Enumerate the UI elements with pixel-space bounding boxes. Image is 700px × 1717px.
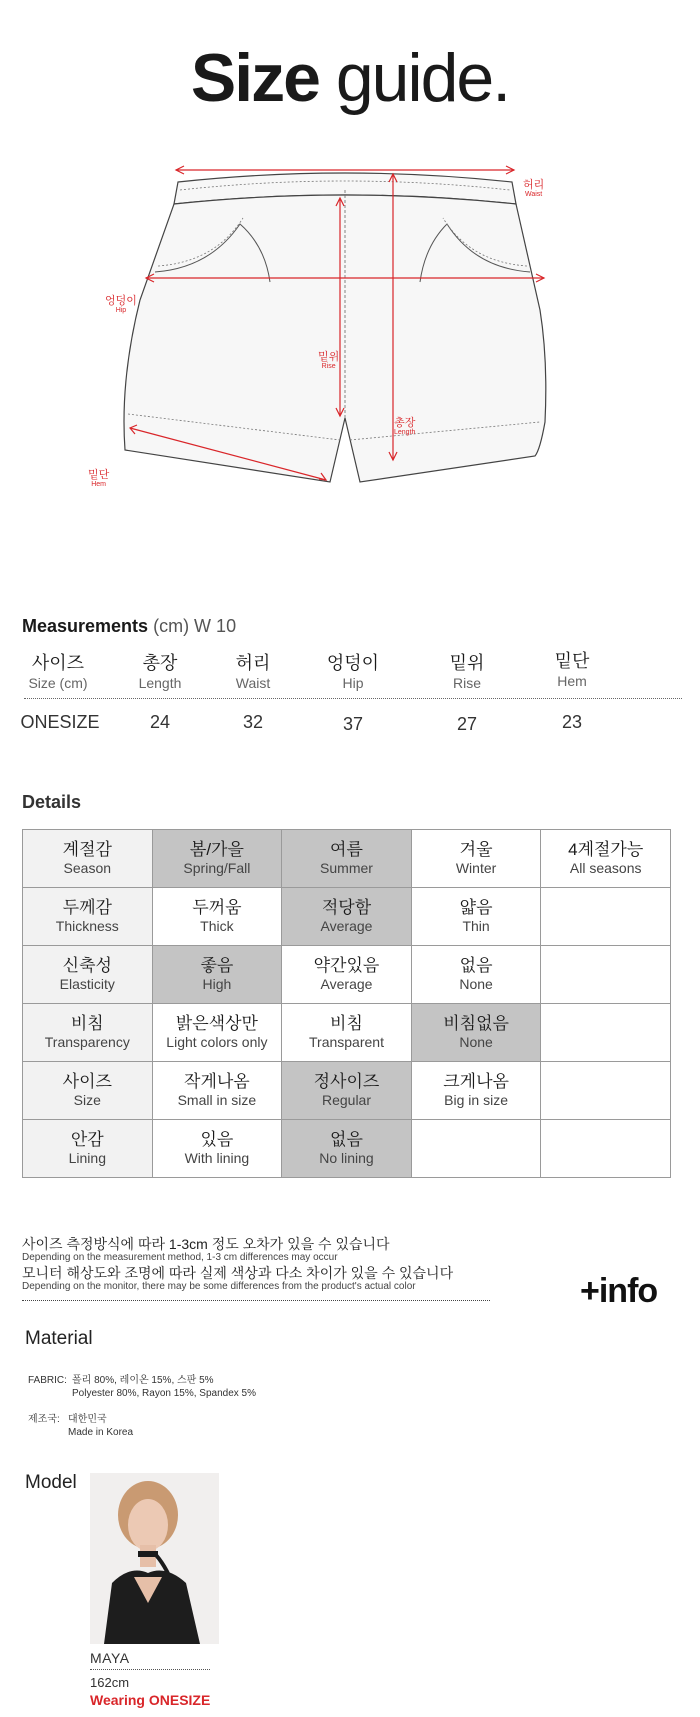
- details-cell: [411, 888, 541, 946]
- details-cell-en: Average: [320, 918, 373, 934]
- fabric-label: FABRIC:: [28, 1375, 67, 1386]
- details-cell-en: Thickness: [55, 918, 119, 934]
- details-cell-en: Size: [73, 1092, 101, 1108]
- details-cell: [282, 946, 412, 1004]
- hem-label: 밑단 Hem: [88, 469, 110, 488]
- meas-value-length: 24: [149, 712, 171, 732]
- details-cell: [411, 830, 541, 888]
- details-cell: [152, 1062, 282, 1120]
- details-cell-ko: 얇음: [459, 898, 493, 917]
- shorts-diagram: [0, 160, 700, 550]
- measurements-divider: [24, 698, 682, 699]
- details-cell-en: Light colors only: [166, 1034, 268, 1050]
- details-cell-ko: 두꺼움: [192, 898, 242, 917]
- details-cell-en: Regular: [321, 1092, 371, 1108]
- details-cell-en: Season: [63, 860, 112, 876]
- details-cell-ko: 없음: [459, 956, 493, 975]
- details-cell-en: All seasons: [569, 860, 642, 876]
- details-cell: [541, 1120, 671, 1178]
- details-cell-ko: 있음: [200, 1130, 234, 1149]
- meas-value-rise: 27: [456, 714, 478, 734]
- details-cell-ko: 여름: [330, 840, 363, 859]
- meas-col-waist: 허리 Waist: [235, 653, 271, 691]
- fabric-ko: 폴리 80%, 레이온 15%, 스판 5%: [72, 1375, 214, 1386]
- details-cell: [282, 1004, 412, 1062]
- details-cell-en: Thick: [200, 918, 234, 934]
- details-cell-en: None: [459, 976, 493, 992]
- details-cell-ko: 정사이즈: [313, 1072, 380, 1091]
- meas-col-hem: 밑단 Hem: [554, 651, 590, 689]
- details-row: [23, 1004, 671, 1062]
- details-cell-en: Winter: [455, 860, 497, 876]
- details-cell: [152, 888, 282, 946]
- details-cell-en: High: [202, 976, 232, 992]
- details-cell-ko: 두께감: [62, 898, 112, 917]
- details-cell-en: Summer: [320, 860, 373, 876]
- note-measurement: 사이즈 측정방식에 따라 1-3cm 정도 오차가 있을 수 있습니다 Depending on the measurement method, 1-3 cm differences may occur: [22, 1236, 390, 1263]
- details-cell-en: No lining: [319, 1150, 374, 1166]
- note-monitor: 모니터 해상도와 조명에 따라 실제 색상과 다소 차이가 있을 수 있습니다 Depending on the monitor, there may be some differences from the product's actual color: [22, 1265, 454, 1292]
- details-heading: Details: [22, 792, 82, 812]
- material-origin: [28, 1413, 328, 1441]
- meas-value-hem: 23: [561, 712, 583, 732]
- origin-ko: 대한민국: [68, 1414, 107, 1425]
- shorts-illustration: [0, 160, 700, 550]
- details-cell-ko: 크게나옴: [443, 1072, 509, 1091]
- details-cell-en: Small in size: [177, 1092, 257, 1108]
- meas-col-hip: 엉덩이 Hip: [326, 653, 380, 691]
- details-row-header: [23, 830, 153, 888]
- details-cell-ko: 비침: [330, 1014, 363, 1033]
- rise-label: 밑위 Rise: [318, 351, 340, 370]
- details-cell: [541, 1004, 671, 1062]
- details-row-header: [23, 1004, 153, 1062]
- details-row: [23, 830, 671, 888]
- details-cell-ko: 작게나옴: [184, 1072, 250, 1091]
- details-cell-ko: 겨울: [459, 840, 493, 859]
- details-cell-selected: [282, 830, 412, 888]
- details-row-header: [23, 1062, 153, 1120]
- details-cell: [541, 830, 671, 888]
- details-row: [23, 1062, 671, 1120]
- details-cell-ko: 약간있음: [313, 956, 380, 975]
- details-row: [23, 1120, 671, 1178]
- details-row-header: [23, 888, 153, 946]
- details-cell-selected: [282, 1120, 412, 1178]
- details-cell-selected: [152, 946, 282, 1004]
- details-cell-ko: 비침없음: [443, 1014, 509, 1033]
- model-heading: Model: [25, 1472, 77, 1493]
- details-cell: [541, 946, 671, 1004]
- details-cell: [152, 1120, 282, 1178]
- details-cell-ko: 안감: [70, 1130, 104, 1149]
- details-row: [23, 888, 671, 946]
- details-cell-ko: 계절감: [62, 840, 112, 859]
- title-bold: Size: [190, 40, 319, 116]
- details-cell: [541, 1062, 671, 1120]
- details-cell-en: None: [459, 1034, 493, 1050]
- details-cell-ko: 사이즈: [62, 1072, 112, 1091]
- details-cell: [411, 946, 541, 1004]
- details-cell-ko: 적당함: [321, 898, 372, 917]
- model-wearing: Wearing ONESIZE: [90, 1692, 211, 1708]
- meas-col-size: 사이즈 Size (cm): [28, 653, 88, 691]
- details-cell-en: Spring/Fall: [183, 860, 251, 876]
- details-cell-en: Elasticity: [59, 976, 115, 992]
- details-cell-ko: 없음: [330, 1130, 363, 1149]
- details-cell-en: Transparent: [309, 1034, 384, 1050]
- details-cell: [411, 1120, 541, 1178]
- waist-label: 허리 Waist: [523, 179, 545, 198]
- hip-label: 엉덩이 Hip: [105, 295, 137, 314]
- model-height: 162cm: [90, 1675, 130, 1690]
- meas-value-hip: 37: [342, 714, 364, 734]
- details-cell-selected: [282, 888, 412, 946]
- details-cell-selected: [152, 830, 282, 888]
- details-table: [22, 829, 671, 1178]
- title-regular: guide.: [335, 40, 510, 116]
- details-row-header: [23, 946, 153, 1004]
- meas-col-length: 총장 Length: [138, 653, 182, 691]
- details-cell: [152, 1004, 282, 1062]
- details-cell-selected: [282, 1062, 412, 1120]
- details-cell-en: Average: [320, 976, 373, 992]
- meas-value-size: ONESIZE: [20, 712, 100, 732]
- material-fabric: [28, 1374, 328, 1402]
- details-row-header: [23, 1120, 153, 1178]
- material-heading: Material: [25, 1328, 93, 1349]
- details-cell: [411, 1062, 541, 1120]
- page-title: [0, 38, 700, 118]
- length-label: 총장 Length: [394, 417, 416, 436]
- origin-en: Made in Korea: [68, 1427, 134, 1438]
- details-cell: [541, 888, 671, 946]
- fabric-en: Polyester 80%, Rayon 15%, Spandex 5%: [72, 1388, 256, 1399]
- details-cell-ko: 좋음: [200, 956, 234, 975]
- details-cell-en: Transparency: [44, 1034, 130, 1050]
- details-cell-ko: 밝은색상만: [175, 1014, 258, 1033]
- meas-col-rise: 밑위 Rise: [449, 653, 485, 691]
- details-cell-en: Thin: [462, 918, 490, 934]
- measurements-heading: Measurements (cm) W 10: [22, 616, 237, 636]
- model-photo: [90, 1473, 219, 1644]
- details-cell-en: Big in size: [444, 1092, 508, 1108]
- details-cell-en: With lining: [184, 1150, 250, 1166]
- details-row: [23, 946, 671, 1004]
- details-cell-en: Lining: [68, 1150, 106, 1166]
- details-cell-ko: 4계절가능: [568, 840, 644, 859]
- meas-value-waist: 32: [242, 712, 264, 732]
- origin-label: 제조국:: [28, 1414, 60, 1425]
- info-link[interactable]: +info: [580, 1272, 658, 1310]
- model-name: MAYA: [90, 1650, 130, 1666]
- notes-divider: [22, 1300, 490, 1301]
- details-cell-ko: 봄/가을: [189, 840, 244, 859]
- details-cell-ko: 비침: [70, 1014, 104, 1033]
- details-cell-selected: [411, 1004, 541, 1062]
- model-divider: [90, 1669, 210, 1670]
- details-cell-ko: 신축성: [62, 956, 112, 975]
